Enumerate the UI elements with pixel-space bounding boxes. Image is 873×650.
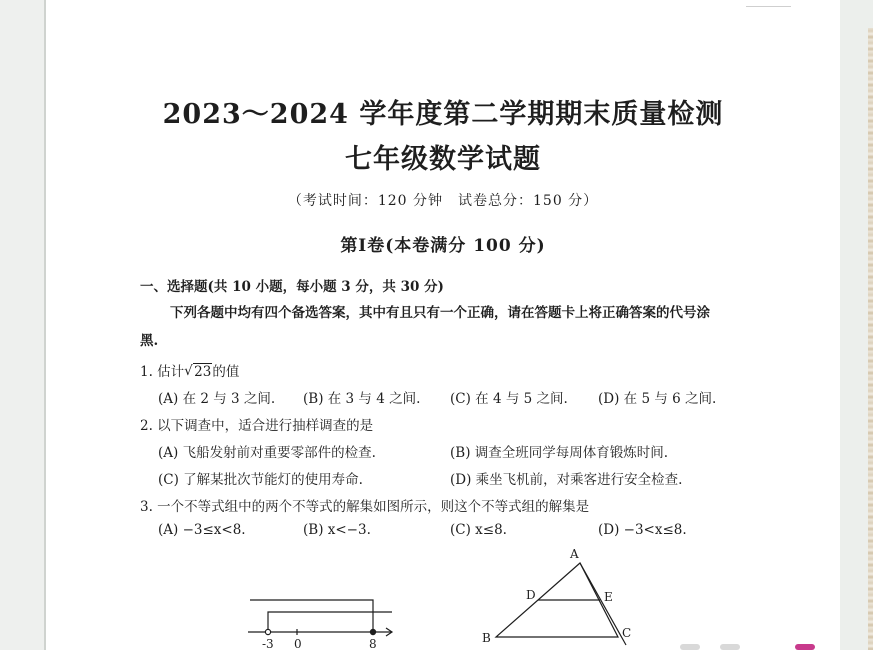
q1-option-a: (A) 在 2 与 3 之间. [158,391,276,407]
q2-option-b: (B) 调查全班同学每周体育锻炼时间. [450,445,669,461]
instruction-line-1: 下列各题中均有四个备选答案，其中有且只有一个正确，请在答题卡上将正确答案的代号涂 [170,305,710,321]
question-1-stem [140,360,239,380]
question-1-suffix: 的值 [212,364,240,380]
q1-option-d: (D) 在 5 与 6 之间. [598,391,717,407]
exam-subtitle: 七年级数学试题 [345,144,541,175]
q3-option-a: (A) −3≤x<8. [158,522,246,538]
exam-title: 2023～2024 学年度第二学期期末质量检测 [162,99,724,130]
vertex-b-label: B [482,631,491,645]
q3-option-c: (C) x≤8. [450,522,507,538]
number-line-figure [242,590,402,650]
open-point-neg3 [265,629,270,634]
question-2-stem: 2. 以下调查中，适合进行抽样调查的是 [140,418,374,434]
taskbar-item[interactable] [720,644,740,650]
q2-option-d: (D) 乘坐飞机前，对乘客进行安全检查. [450,472,683,488]
q3-option-b: (B) x<−3. [303,522,371,538]
question-3-stem: 3. 一个不等式组中的两个不等式的解集如图所示，则这个不等式组的解集是 [140,499,590,515]
point-e-label: E [604,590,613,604]
document-page [46,0,840,650]
vertex-c-label: C [622,626,632,640]
label-neg3: -3 [262,637,274,650]
q3-option-d: (D) −3<x≤8. [598,522,687,538]
top-rule [746,6,791,7]
question-1-prefix: 1. 估计 [140,364,185,380]
q2-option-c: (C) 了解某批次节能灯的使用寿命. [158,472,363,488]
scan-torn-edge [868,28,873,650]
taskbar-item[interactable] [680,644,700,650]
sqrt-sign: √ [184,363,193,379]
extended-side [580,563,626,645]
radicand: 23 [194,364,212,380]
viewer-left-margin [0,0,46,650]
q2-option-a: (A) 飞船发射前对重要零部件的检查. [158,445,376,461]
point-d-label: D [526,588,536,602]
label-8: 8 [369,637,377,650]
q1-option-c: (C) 在 4 与 5 之间. [450,391,568,407]
exam-info: （考试时间：120 分钟 试卷总分：150 分） [287,193,599,209]
vertex-a-label: A [570,547,579,561]
triangle-figure [476,545,636,650]
part-heading: 一、选择题(共 10 小题，每小题 3 分，共 30 分) [140,279,444,295]
q1-option-b: (B) 在 3 与 4 之间. [303,391,421,407]
closed-point-8 [370,629,375,634]
taskbar-item[interactable] [795,644,815,650]
sqrt-expression [184,364,212,380]
section-title: 第Ⅰ卷(本卷满分 100 分) [340,236,546,256]
label-0: 0 [294,637,302,650]
instruction-line-2: 黑. [140,333,159,349]
